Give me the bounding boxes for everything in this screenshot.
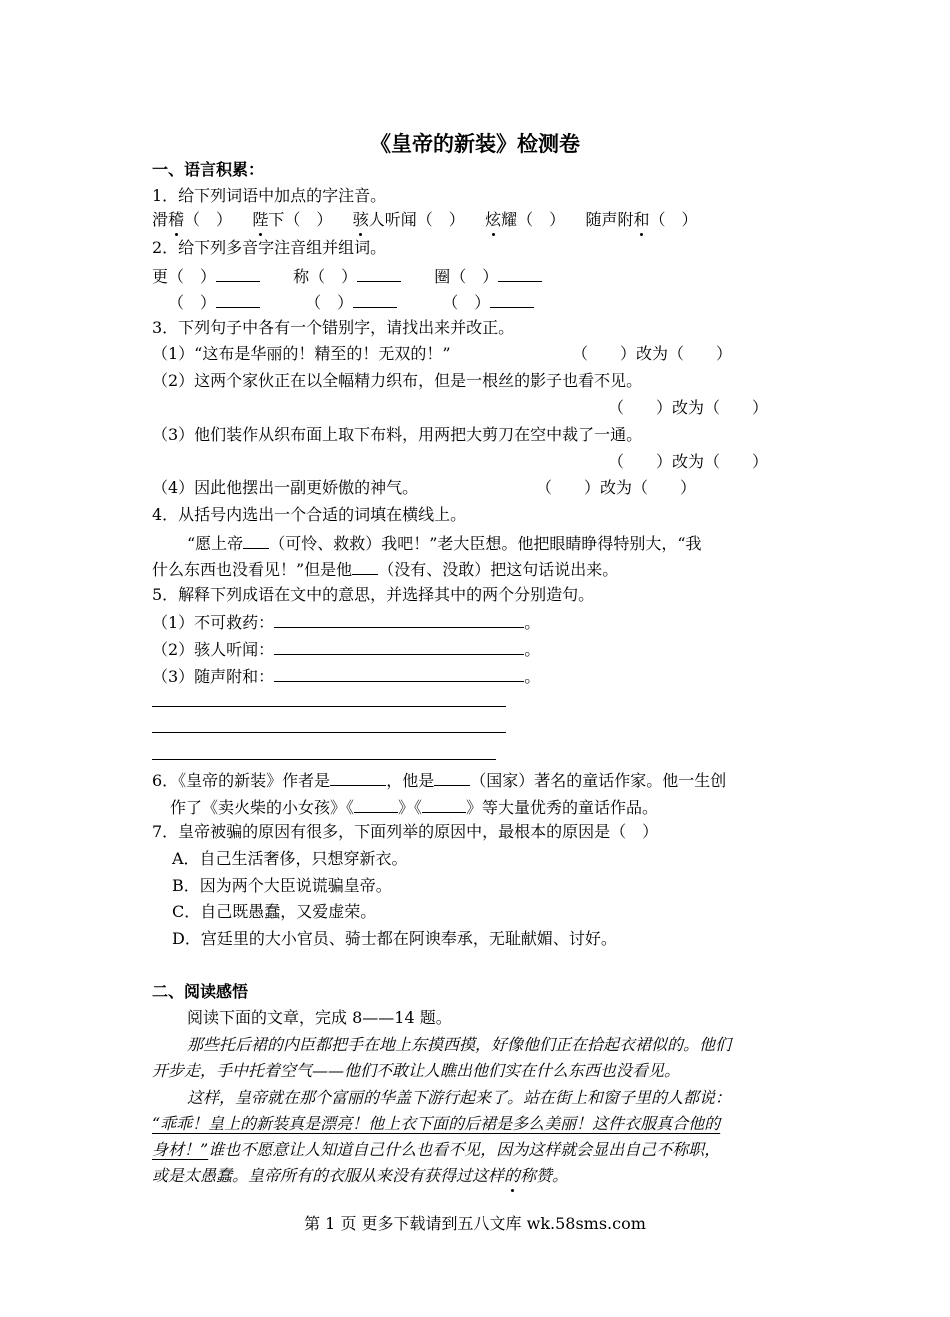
q5-item-1: （1）不可救药： 。	[152, 610, 540, 634]
passage-line: 那些托后裙的内臣都把手在地上东摸西摸，好像他们正在拾起衣裙似的。他们	[187, 1035, 732, 1054]
q7-option-a[interactable]: A．自己生活奢侈，只想穿新衣。	[172, 849, 408, 868]
reading-intro: 阅读下面的文章，完成 8——14 题。	[187, 1008, 452, 1027]
q5-item-2: （2）骇人听闻： 。	[152, 637, 540, 661]
answer-blank[interactable]	[434, 768, 470, 786]
passage-line: 身材！”谁也不愿意让人知道自己什么也看不见，因为这样就会显出自己不称职，	[152, 1140, 721, 1159]
q3-fix-4: （ ）改为（ ）	[536, 478, 697, 497]
dotted-char: 陛	[252, 210, 269, 229]
answer-blank[interactable]	[274, 610, 524, 628]
answer-blank[interactable]	[357, 264, 401, 282]
q3-sentence-1: （1）“这布是华丽的！精至的！无双的！”	[152, 344, 451, 363]
passage-line: 这样，皇帝就在那个富丽的华盖下游行起来了。站在街上和窗子里的人都说：	[187, 1088, 732, 1107]
q4-line-2: 什么东西也没看见！”但是他 （没有、没敢）把这句话说出来。	[152, 557, 618, 581]
q2-row2: （ ） （ ） （ ）	[168, 290, 534, 314]
q1-items: 滑稽（ ） 陛下（ ） 骇人听闻（ ） 炫耀（ ） 随声附和（ ）	[152, 210, 698, 229]
answer-blank[interactable]	[330, 768, 386, 786]
dotted-char: 骇	[352, 210, 369, 229]
q5-item-3: （3）随声附和： 。	[152, 664, 540, 688]
sentence-line[interactable]	[152, 732, 506, 733]
q3-sentence-4: （4）因此他摆出一副更娇傲的神气。	[152, 478, 419, 497]
q7-option-b[interactable]: B．因为两个大臣说谎骗皇帝。	[172, 876, 392, 895]
answer-blank[interactable]	[353, 290, 397, 308]
passage-line-underlined: “乖乖！皇上的新装真是漂亮！他上衣下面的后裙是多么美丽！这件衣服真合他的	[152, 1114, 721, 1133]
answer-blank[interactable]	[274, 664, 524, 682]
sentence-line[interactable]	[152, 759, 496, 760]
dotted-char: 炫	[485, 210, 502, 229]
q4-line-1: “愿上帝 （可怜、救救）我吧！”老大臣想。他把眼睛睁得特别大，“我	[187, 531, 702, 555]
answer-blank[interactable]	[354, 795, 398, 813]
q2-prompt: 2．给下列多音字注音组并组词。	[152, 238, 387, 257]
page-footer: 第 1 页 更多下载请到五八文库 wk.58sms.com	[304, 1214, 646, 1233]
answer-blank[interactable]	[274, 637, 524, 655]
passage-line: 开步走，手中托着空气——他们不敢让人瞧出他们实在什么东西也没看见。	[152, 1061, 681, 1080]
q2-row1: 更（ ） 称（ ） 圈（ ）	[152, 264, 542, 288]
answer-blank[interactable]	[216, 264, 260, 282]
q3-prompt: 3．下列句子中各有一个错别字，请找出来并改正。	[152, 318, 515, 337]
answer-blank[interactable]	[498, 264, 542, 282]
sentence-line[interactable]	[152, 706, 506, 707]
answer-blank[interactable]	[216, 290, 260, 308]
page-title: 《皇帝的新装》检测卷	[370, 132, 580, 156]
q4-prompt: 4．从括号内选出一个合适的词填在横线上。	[152, 505, 467, 524]
answer-blank[interactable]	[352, 557, 378, 575]
section2-heading: 二、阅读感悟	[152, 982, 249, 1001]
q3-sentence-3: （3）他们装作从织布面上取下布料，用两把大剪刀在空中裁了一通。	[152, 425, 643, 444]
q7-option-d[interactable]: D．宫廷里的大小官员、骑士都在阿谀奉承，无耻献媚、讨好。	[172, 929, 617, 948]
q7-option-c[interactable]: C．自己既愚蠢，又爱虚荣。	[172, 902, 377, 921]
dotted-phrase: 这样的称赞	[472, 1166, 553, 1185]
q3-fix-3: （ ）改为（ ）	[608, 452, 769, 471]
dotted-char: 和	[633, 210, 650, 229]
q3-fix-1: （ ）改为（ ）	[572, 344, 733, 363]
answer-blank[interactable]	[490, 290, 534, 308]
section1-heading: 一、语言积累：	[152, 160, 265, 179]
q6-line-1: 6．《皇帝的新装》作者是 ，他是 （国家）著名的童话作家。他一生创	[152, 768, 726, 792]
q7-prompt: 7．皇帝被骗的原因有很多，下面列举的原因中，最根本的原因是（ ）	[152, 822, 659, 841]
dotted-char: 稽	[168, 210, 185, 229]
q6-line-2: 作了《卖火柴的小女孩》《 》《 》等大量优秀的童话作品。	[170, 795, 658, 819]
answer-blank[interactable]	[243, 531, 269, 549]
q5-prompt: 5．解释下列成语在文中的意思，并选择其中的两个分别造句。	[152, 585, 595, 604]
q3-fix-2: （ ）改为（ ）	[608, 398, 769, 417]
q1-prompt: 1．给下列词语中加点的字注音。	[152, 186, 387, 205]
answer-blank[interactable]	[422, 795, 466, 813]
q3-sentence-2: （2）这两个家伙正在以全幅精力织布，但是一根丝的影子也看不见。	[152, 371, 643, 390]
passage-line: 或是太愚蠢。皇帝所有的衣服从来没有获得过这样的称赞。	[152, 1166, 569, 1185]
